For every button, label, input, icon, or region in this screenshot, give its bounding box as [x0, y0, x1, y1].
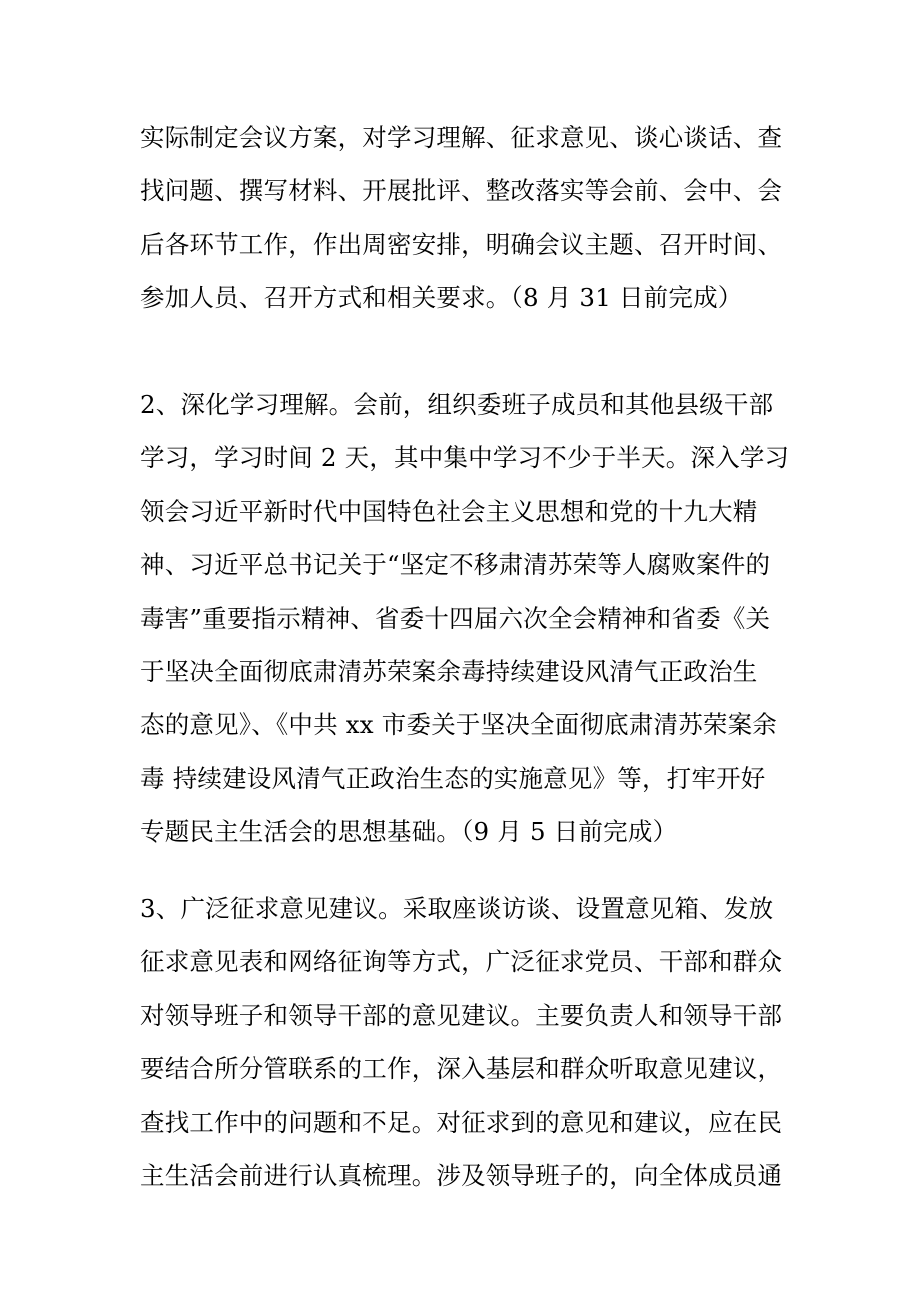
- text-line: 2、深化学习理解。会前，组织委班子成员和其他县级干部: [140, 390, 774, 419]
- text-line: 态的意见》、《中共 xx 市委关于坚决全面彻底肃清苏荣案余: [140, 710, 778, 740]
- text-line: 后各环节工作，作出周密安排，明确会议主题、召开时间、: [140, 229, 783, 259]
- text-line: 找问题、撰写材料、开展批评、整改落实等会前、会中、会: [140, 176, 783, 206]
- text-line: 主生活会前进行认真梳理。涉及领导班子的，向全体成员通: [140, 1160, 783, 1190]
- text-line: 对领导班子和领导干部的意见建议。主要负责人和领导干部: [140, 1000, 783, 1030]
- text-line: 参加人员、召开方式和相关要求。（8 月 31 日前完成）: [140, 283, 743, 313]
- text-line: 神、习近平总书记关于“坚定不移肃清苏荣等人腐败案件的: [140, 550, 771, 580]
- text-line: 3、广泛征求意见建议。采取座谈访谈、设置意见箱、发放: [140, 894, 774, 923]
- text-line: 毒 持续建设风清气正政治生态的实施意见》等，打牢开好: [140, 763, 766, 793]
- text-line: 于坚决全面彻底肃清苏荣案余毒持续建设风清气正政治生: [140, 656, 758, 686]
- text-line: 毒害”重要指示精神、省委十四届六次全会精神和省委《关: [140, 603, 771, 633]
- text-line: 实际制定会议方案，对学习理解、征求意见、谈心谈话、查: [140, 123, 783, 152]
- text-line: 查找工作中的问题和不足。对征求到的意见和建议，应在民: [140, 1107, 783, 1137]
- paragraph-solicit-opinions: [140, 882, 790, 1202]
- text-line: 专题民主生活会的思想基础。（9 月 5 日前完成）: [140, 817, 678, 847]
- text-line: 领会习近平新时代中国特色社会主义思想和党的十九大精: [140, 496, 758, 526]
- paragraph-deepen-study: [140, 378, 790, 859]
- text-line: 学习，学习时间 2 天，其中集中学习不少于半天。深入学习: [140, 443, 790, 473]
- text-line: 要结合所分管联系的工作，深入基层和群众听取意见建议，: [140, 1054, 783, 1084]
- paragraph-meeting-plan: [140, 111, 790, 325]
- text-line: 征求意见表和网络征询等方式，广泛征求党员、干部和群众: [140, 947, 783, 977]
